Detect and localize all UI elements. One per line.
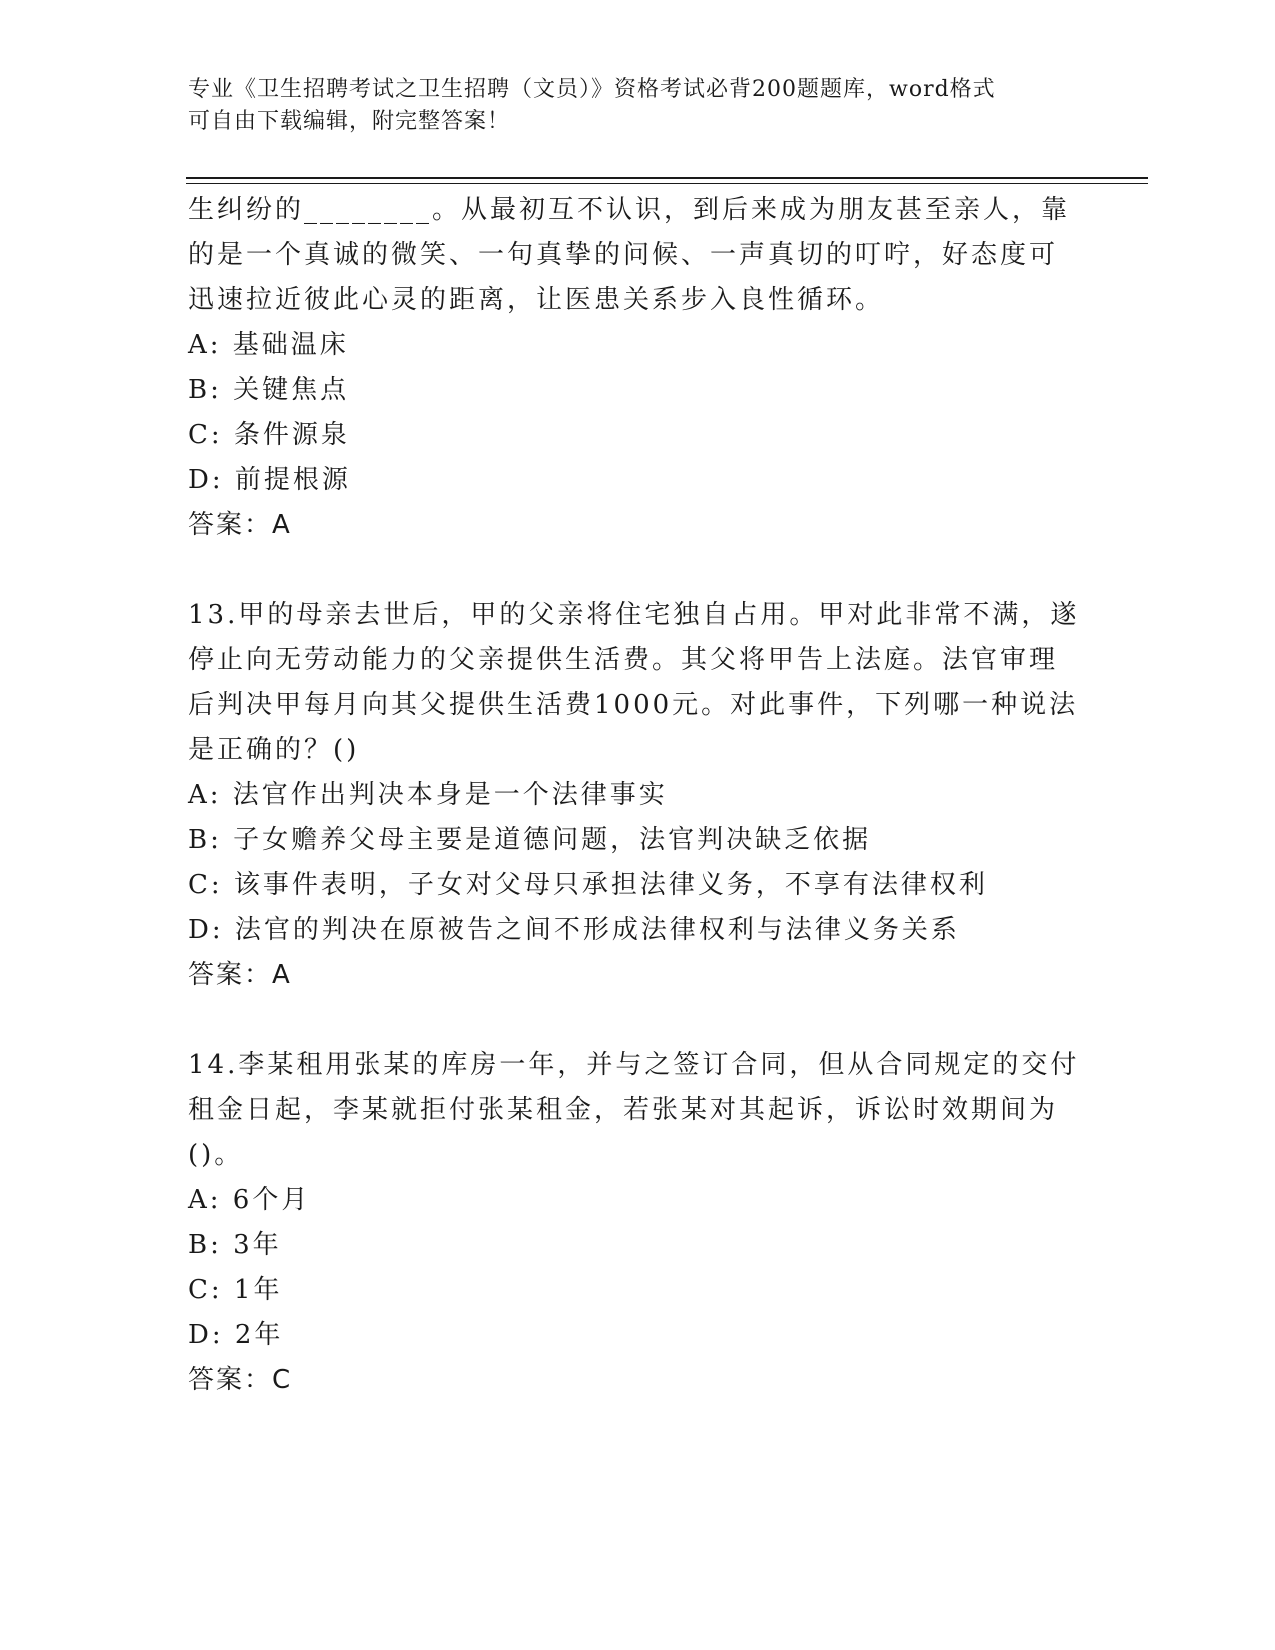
answer-line: 答案：A xyxy=(188,510,292,540)
option-b: B: 3年 xyxy=(188,1230,282,1260)
question-text-line: 停止向无劳动能力的父亲提供生活费。其父将甲告上法庭。法官审理 xyxy=(188,645,1059,675)
question-text-line: 是正确的？() xyxy=(188,735,360,765)
option-c: C: 该事件表明，子女对父母只承担法律义务，不享有法律权利 xyxy=(188,870,988,900)
header-rule-thin xyxy=(186,183,1148,184)
question-12 xyxy=(188,188,1088,548)
document-header xyxy=(188,74,1068,138)
option-d: D: 2年 xyxy=(188,1320,284,1350)
question-text-line: 租金日起，李某就拒付张某租金，若张某对其起诉，诉讼时效期间为 xyxy=(188,1095,1059,1125)
spacer xyxy=(188,548,1088,593)
option-a: A: 基础温床 xyxy=(188,330,349,360)
option-a: A: 6个月 xyxy=(188,1185,311,1215)
question-14 xyxy=(188,1043,1088,1403)
option-d: D: 前提根源 xyxy=(188,465,351,495)
question-text-line: 生纠纷的________。从最初互不认识，到后来成为朋友甚至亲人，靠 xyxy=(188,195,1071,225)
header-line-2: 可自由下载编辑，附完整答案！ xyxy=(188,109,511,134)
header-rule-thick xyxy=(186,177,1148,179)
spacer xyxy=(188,998,1088,1043)
question-text-line: 后判决甲每月向其父提供生活费1000元。对此事件，下列哪一种说法 xyxy=(188,690,1079,720)
question-text-line: 的是一个真诚的微笑、一句真挚的问候、一声真切的叮咛，好态度可 xyxy=(188,240,1059,270)
question-text-line: 14.李某租用张某的库房一年，并与之签订合同，但从合同规定的交付 xyxy=(188,1050,1080,1080)
question-text-line: ()。 xyxy=(188,1140,244,1170)
option-d: D: 法官的判决在原被告之间不形成法律权利与法律义务关系 xyxy=(188,915,960,945)
question-text-line: 13.甲的母亲去世后，甲的父亲将住宅独自占用。甲对此非常不满，遂 xyxy=(188,600,1080,630)
option-c: C: 条件源泉 xyxy=(188,420,350,450)
question-13 xyxy=(188,593,1088,998)
option-a: A: 法官作出判决本身是一个法律事实 xyxy=(188,780,668,810)
header-line-1: 专业《卫生招聘考试之卫生招聘（文员）》资格考试必背200题题库，word格式 xyxy=(188,77,996,102)
question-list xyxy=(188,188,1088,1403)
option-b: B: 子女赡养父母主要是道德问题，法官判决缺乏依据 xyxy=(188,825,872,855)
option-c: C: 1年 xyxy=(188,1275,283,1305)
question-text-line: 迅速拉近彼此心灵的距离，让医患关系步入良性循环。 xyxy=(188,285,885,315)
answer-line: 答案：C xyxy=(188,1365,293,1395)
option-b: B: 关键焦点 xyxy=(188,375,350,405)
answer-line: 答案：A xyxy=(188,960,292,990)
